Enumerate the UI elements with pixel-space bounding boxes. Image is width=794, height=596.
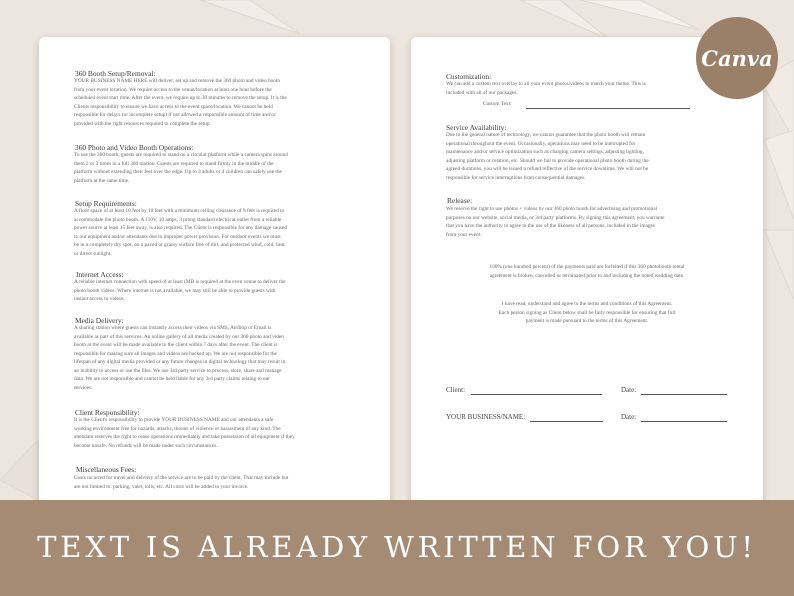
text-line: platform without extending their feet over the edge. Up to 3 adults or 4 children can safely use the (74, 169, 282, 176)
text-line: responsible for service interruptions from consequential damages. (446, 174, 586, 181)
contract-page-right (411, 37, 763, 517)
date-label-client: Date: (621, 386, 637, 394)
text-line: A floor space of at least 10 feet by 10 feet with a minimum ceiling clearance of 8 feet is required to (74, 208, 285, 214)
text-line: We can add a custom text overlay to all your event photos/videos to match your theme. This is (446, 81, 646, 87)
section-body-media (74, 324, 285, 392)
section-body-release (446, 205, 664, 239)
text-line: or direct sunlight. (74, 250, 112, 257)
business-signature-field[interactable] (530, 421, 603, 422)
text-line: instant access to videos. (74, 296, 125, 303)
refund-note (411, 263, 763, 280)
section-title-internet: Internet Access: (76, 270, 124, 279)
canva-logo-badge (696, 17, 778, 99)
section-title-release: Release: (447, 196, 473, 205)
text-line: from your event location. We require access to the venue/location at least one hour before the (74, 86, 272, 93)
text-line: become unsafe. No refunds will be made under such circumstances. (74, 442, 218, 449)
text-line: that you have the authority to agree to the use of the likeness of all persons, included in the images (446, 223, 655, 230)
section-body-operations (74, 151, 288, 185)
text-line: adjusting platform or rotation, etc. Should we fail to provide operational photo booth during the (446, 157, 649, 164)
text-line: available as part of this services. An online gallery of all media created by our 360 photo and video (74, 333, 284, 340)
text-line: A sharing station where guests can instantly access their videos via SMS, Airdrop or Email is (74, 325, 272, 331)
text-line: agreement is broken, cancelled or terminated prior to and including the noted wedding date. (489, 272, 685, 279)
text-line: I have read, understand and agree to the terms and conditions of this Agreement. (501, 301, 673, 307)
text-line: working environment free for hazards, attacks, threats of violence or harassment of any kind. The (74, 425, 281, 432)
text-line: platform at the same time. (74, 177, 130, 184)
business-date-field[interactable] (641, 421, 727, 422)
text-line: Costs incurred for travel and delivery of the service are to be paid by the client. That may include but (74, 475, 289, 481)
promo-banner-text: TEXT IS ALREADY WRITTEN FOR YOU! (37, 530, 757, 564)
text-line: services. (74, 384, 93, 391)
client-signature-field[interactable] (471, 394, 602, 395)
text-line: scheduled event start time. After the event, we require up to 30 minutes to remove the setup. It is the (74, 95, 287, 102)
section-title-operations: 360 Photo and Video Booth Operations: (75, 143, 194, 152)
text-line: maintenance and/or service optimization such as charging camera settings, adjusting lighting, (446, 149, 644, 156)
text-line: Clients responsibility to ensure we have access to the event space/location. We cannot be held (74, 103, 273, 110)
text-line: lifespan of any digital media provided or any future changes in digital technology that may result in (74, 359, 286, 366)
custom-text-label: Custom Text: (483, 101, 512, 107)
section-body-customization (446, 80, 646, 97)
section-title-availability: Service Availability: (446, 123, 507, 132)
text-line: included with all of our packages. (446, 89, 518, 96)
text-line: 100% (one hundred percent) of the payments paid are forfeited if this 360 photobooth rental (489, 264, 685, 270)
text-line: operational throughout the event. Occasionally, operations may need to be interrupted for (446, 140, 636, 147)
section-body-misc-fees (74, 474, 288, 491)
text-line: responsible for making sure all images and videos are backed up. We are not responsible for the (74, 350, 277, 357)
text-line: agreed durations, you will be issued a refund reflective of the service downtime. We will not be (446, 166, 649, 173)
client-signature-label: Client: (446, 386, 466, 394)
contract-page-left (39, 37, 390, 517)
business-signature-label: YOUR BUSINESS/NAME: (446, 413, 526, 421)
text-line: purposes on our website, social media, or 3rd party platforms. By signing this agreement, you warrante (446, 214, 665, 221)
text-line: power source at least 15 feet away, is also required. The Client is responsible for any damage caused (74, 225, 287, 232)
text-line: photo booth videos. Where internet is not available, we may still be able to provide guests with (74, 287, 276, 294)
text-line: Due to the general nature of technology, we cannot guarantee that the photo booth will remain (446, 132, 646, 138)
text-line: booth at the event will be made available to the client within 7 days after the event. The client is (74, 342, 278, 349)
text-line: be in a completely dry spot, on a paved or grassy surface free of dirt, and protected wind, cold, heat (74, 242, 285, 249)
text-line: data. We are not responsible and cannot be held liable for any 3rd party claims relaing to our (74, 376, 270, 383)
text-line: provided with the right resources required to complete the setup. (74, 120, 211, 127)
agreement-note (411, 300, 763, 326)
text-line: Each person signing as Client below shall be fully responsible for ensuring that full (498, 309, 676, 316)
text-line: from your event. (446, 231, 482, 238)
text-line: payment is made pursuant to the terms of this Agreement. (525, 318, 649, 325)
section-title-media: Media Delivery: (75, 316, 124, 325)
section-body-setup-requirements (74, 207, 287, 258)
text-line: We reserve the right to use photos + videos by our 360 photo booth for advertising and promotional (446, 206, 658, 212)
section-body-setup-removal (74, 77, 287, 128)
text-line: them 2 or 3 times in a full 360 motion. Guests are required to stand firmly in the middle of the (74, 160, 274, 167)
section-title-customization: Customization: (446, 72, 492, 81)
section-title-setup-requirements: Setup Requirements: (75, 199, 137, 208)
text-line: responsible for delays (or incomplete setup) if not allowed a responsible amount of time and/or (74, 112, 276, 119)
section-body-availability (446, 131, 649, 182)
text-line: attendant reserves the right to cease operations immediately and take possession of all equipment if they (74, 434, 295, 441)
text-line: to our equipment and/or attendants due to improper power provision. For outdoor events we must (74, 233, 281, 240)
section-title-misc-fees: Miscellaneous Fees: (76, 465, 137, 474)
text-line: YOUR BUSINESS NAME HERE will deliver, set up and remove the 360 photo and video booth (74, 78, 281, 84)
text-line: To use the 360 booth, guests are required to stand on a circular platform while a camera spins around (74, 152, 288, 158)
section-body-client-responsibility (74, 416, 295, 450)
custom-text-field[interactable] (526, 108, 690, 109)
text-line: It is the Client's responsibility to provide YOUR BUSINESS NAME and our attendants a safe (74, 417, 274, 423)
text-line: an inability to access or use the files. We use 3rd party service to process, store, share and manage (74, 367, 282, 374)
text-line: A reliable internet connection with speed of at least (MB is required at the even venue to deliver the (74, 279, 286, 285)
section-title-client-responsibility: Client Responsibility: (75, 408, 140, 417)
canva-logo-text: Canva (701, 45, 773, 71)
text-line: accommodate the photo booth. A 110V, 10 amps, 3 prong standard electrical outlet from a reliable (74, 216, 282, 223)
text-line: are not limited to: parking, valet, tolls, etc. All costs will be added to your invoice. (74, 483, 249, 490)
date-label-business: Date: (621, 413, 637, 421)
section-title-setup-removal: 360 Booth Setup/Removal: (75, 69, 156, 78)
section-body-internet (74, 278, 286, 304)
client-date-field[interactable] (641, 394, 727, 395)
